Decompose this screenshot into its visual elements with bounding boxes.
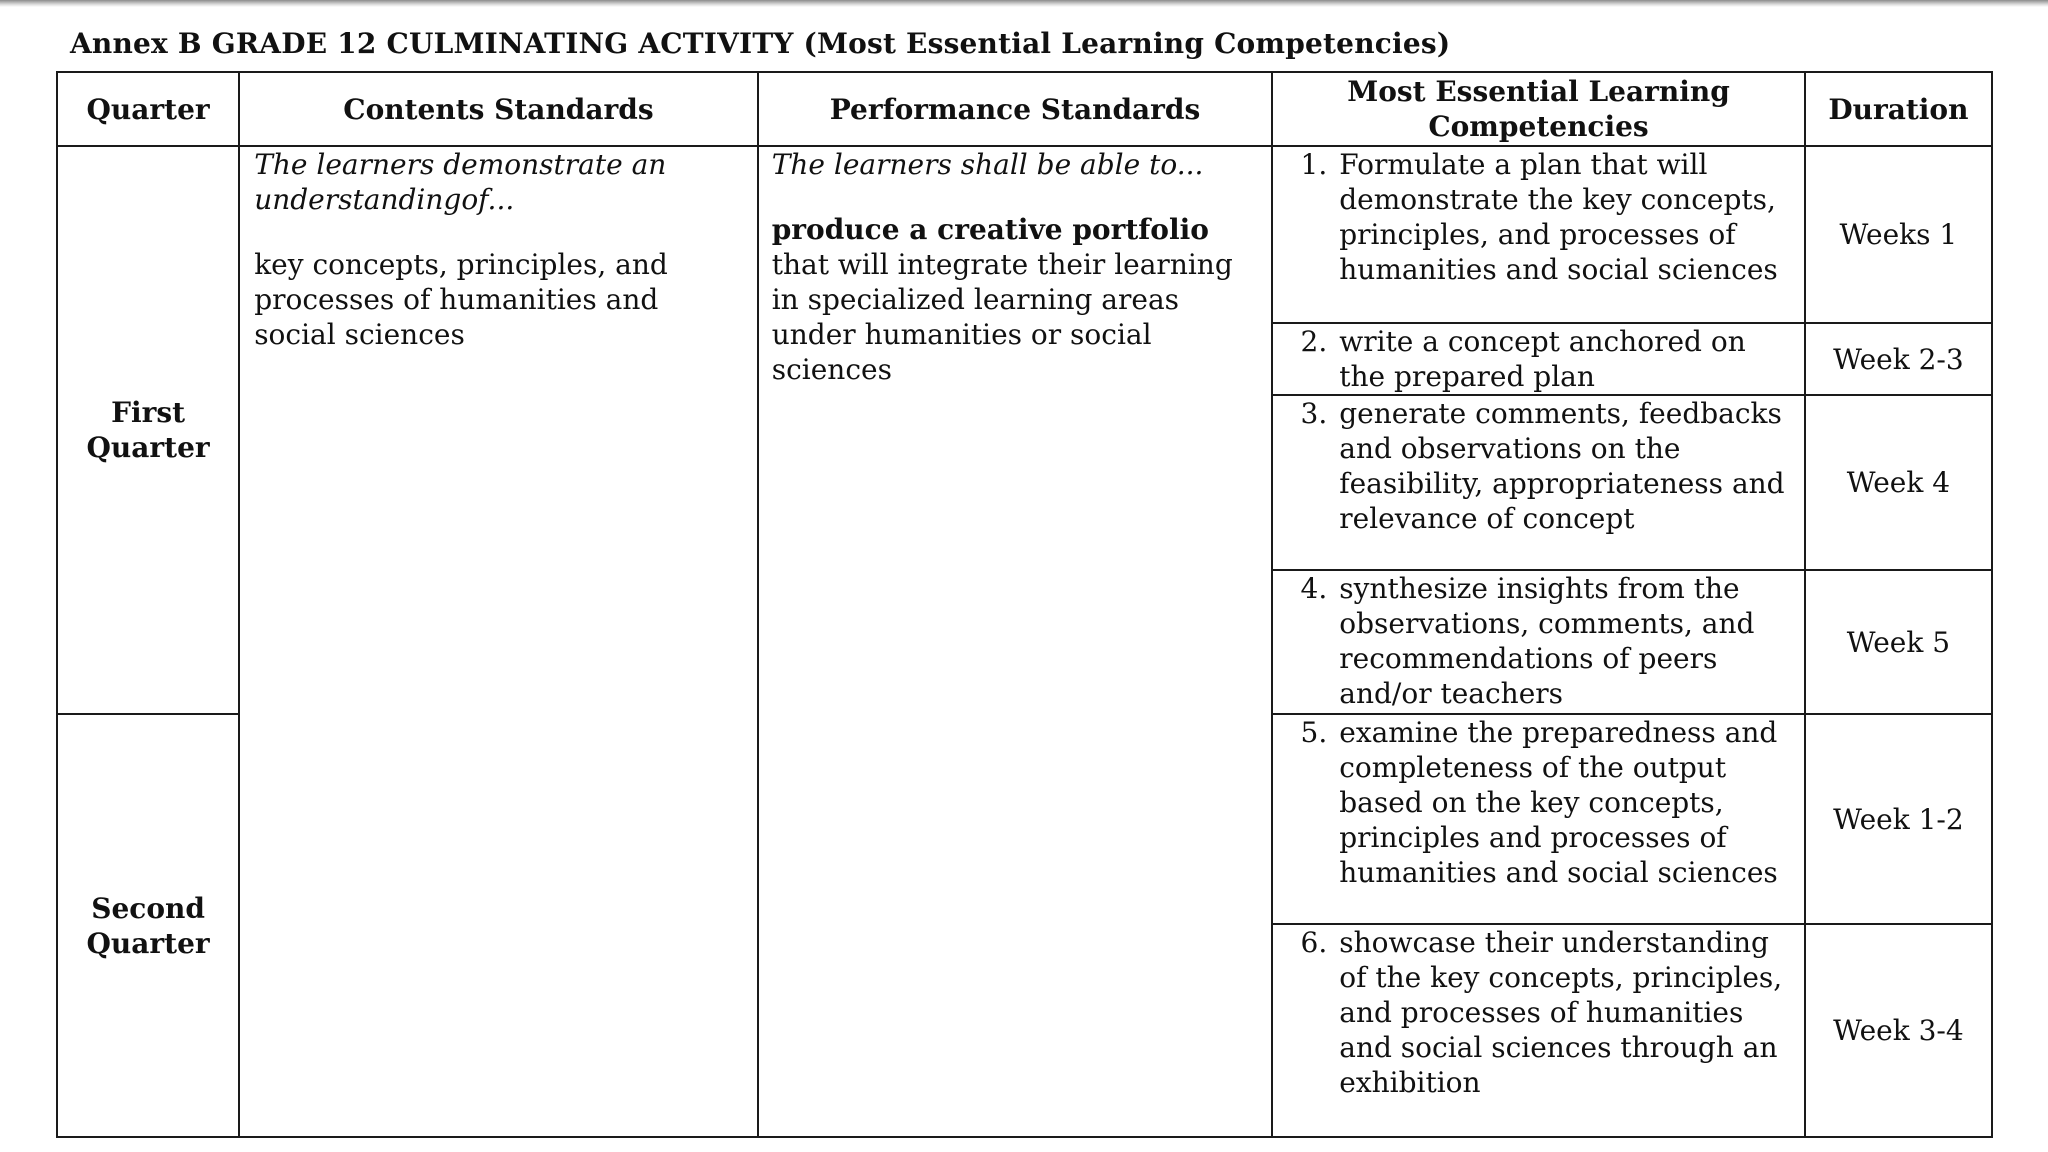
competency-text: Formulate a plan that will demonstrate the key concepts, principles, and processes of humanities and social sciences	[1339, 148, 1778, 286]
duration-cell-3: Week 4	[1805, 395, 1992, 570]
competency-cell-6	[1272, 924, 1805, 1137]
performance-intro: The learners shall be able to...	[771, 148, 1204, 181]
competency-cell-3	[1272, 395, 1805, 570]
competency-text: showcase their understanding of the key concepts, principles, and processes of humanities and social sciences through an exhibition	[1339, 926, 1783, 1099]
competency-number: 2.	[1300, 325, 1328, 358]
competency-text: synthesize insights from the observations, comments, and recommendations of peers and/or teachers	[1339, 572, 1755, 710]
duration-cell-4: Week 5	[1805, 570, 1992, 714]
contents-intro: The learners demonstrate an understandingof...	[254, 148, 667, 216]
competency-number: 6.	[1300, 926, 1328, 959]
first-quarter-line1: First	[111, 396, 186, 429]
competency-text: examine the preparedness and completeness of the output based on the key concepts, principles and processes of humanities and social sciences	[1339, 716, 1778, 889]
duration-cell-1: Weeks 1	[1805, 146, 1992, 323]
performance-standards-cell	[758, 146, 1273, 1137]
contents-body: key concepts, principles, and processes of humanities and social sciences	[254, 248, 668, 351]
performance-body: that will integrate their learning in specialized learning areas under humanities or social sciences	[771, 248, 1233, 386]
competency-cell-4	[1272, 570, 1805, 714]
competencies-table	[56, 71, 1993, 1138]
header-mel-line2: Competencies	[1428, 110, 1649, 143]
competency-cell-1	[1272, 146, 1805, 323]
second-quarter-cell	[57, 714, 239, 1137]
header-row	[57, 72, 1992, 146]
duration-cell-5: Week 1-2	[1805, 714, 1992, 924]
duration-cell-6: Week 3-4	[1805, 924, 1992, 1137]
header-quarter: Quarter	[57, 72, 239, 146]
contents-standards-cell	[239, 146, 758, 1137]
second-quarter-line1: Second	[91, 891, 205, 925]
competency-number: 1.	[1300, 148, 1328, 181]
competency-number: 4.	[1300, 572, 1328, 605]
header-mel-line1: Most Essential Learning	[1347, 75, 1730, 108]
header-duration: Duration	[1805, 72, 1992, 146]
competency-text: generate comments, feedbacks and observations on the feasibility, appropriateness and relevance of concept	[1339, 397, 1785, 535]
second-quarter-line2: Quarter	[86, 926, 210, 960]
competency-number: 5.	[1300, 716, 1328, 749]
header-performance-standards: Performance Standards	[758, 72, 1273, 146]
first-quarter-line2: Quarter	[86, 431, 210, 464]
duration-cell-2: Week 2-3	[1805, 323, 1992, 395]
first-quarter-cell	[57, 146, 239, 714]
competency-number: 3.	[1300, 397, 1328, 430]
page-top-edge	[0, 0, 2048, 7]
performance-bold-text: produce a creative portfolio	[771, 213, 1209, 246]
header-mel-competencies	[1272, 72, 1805, 146]
table-row	[57, 146, 1992, 323]
document-title: Annex B GRADE 12 CULMINATING ACTIVITY (Most Essential Learning Competencies)	[70, 27, 1451, 60]
header-contents-standards: Contents Standards	[239, 72, 758, 146]
competency-cell-2	[1272, 323, 1805, 395]
competency-text: write a concept anchored on the prepared plan	[1339, 325, 1746, 393]
competency-cell-5	[1272, 714, 1805, 924]
